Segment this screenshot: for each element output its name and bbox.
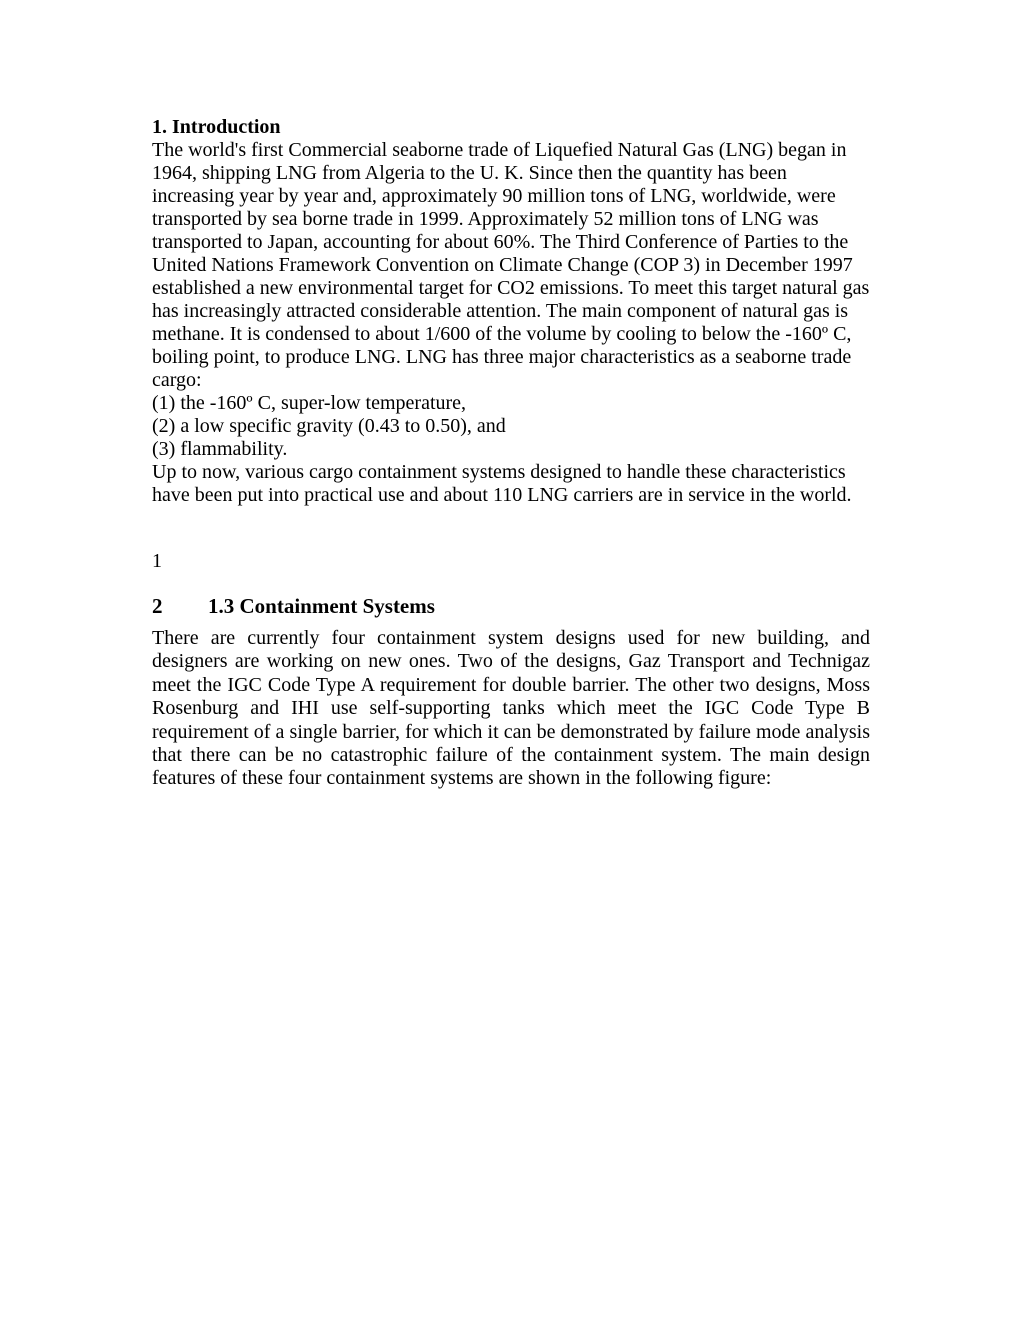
intro-closing-paragraph: Up to now, various cargo containment systems designed to handle these characteristics have been put into practical use and about 110 LNG carriers are in service in the world. xyxy=(152,461,852,506)
containment-systems-paragraph: There are currently four containment system designs used for new building, and designers are working on new ones. Two of the designs, Gaz Transport and Technigaz meet the IGC Code Type A requirement for double barrier. The other two designs, Moss Rosenburg and IHI use self-supporting tanks which meet the IGC Code Type B requirement of a single barrier, for which it can be demonstrated by failure mode analysis that there can be no catastrophic failure of the containment system. The main design features of these four containment systems are shown in the following figure: xyxy=(152,627,870,790)
section-2-number: 2 xyxy=(152,594,163,618)
characteristic-item-3: (3) flammability. xyxy=(152,438,288,460)
section-2-title: 1.3 Containment Systems xyxy=(208,594,435,618)
section-1-heading: 1. Introduction xyxy=(152,116,281,138)
intro-paragraph: The world's first Commercial seaborne trade of Liquefied Natural Gas (LNG) began in 1964, shipping LNG from Algeria to the U. K. Since then the quantity has been increasing year by year and, approximately 90 million tons of LNG, worldwide, were transported by sea borne trade in 1999. Approximately 52 million tons of LNG was transported to Japan, accounting for about 60%. The Third Conference of Parties to the United Nations Framework Convention on Climate Change (COP 3) in December 1997 established a new environmental target for CO2 emissions. To meet this target natural gas has increasingly attracted considerable attention. The main component of natural gas is methane. It is condensed to about 1/600 of the volume by cooling to below the -160º C, boiling point, to produce LNG. LNG has three major characteristics as a seaborne trade cargo: xyxy=(152,139,870,391)
section-2-heading xyxy=(152,594,870,618)
page-number: 1 xyxy=(152,550,162,572)
characteristic-item-2: (2) a low specific gravity (0.43 to 0.50), and xyxy=(152,415,506,437)
characteristic-item-1: (1) the -160º C, super-low temperature, xyxy=(152,392,467,414)
